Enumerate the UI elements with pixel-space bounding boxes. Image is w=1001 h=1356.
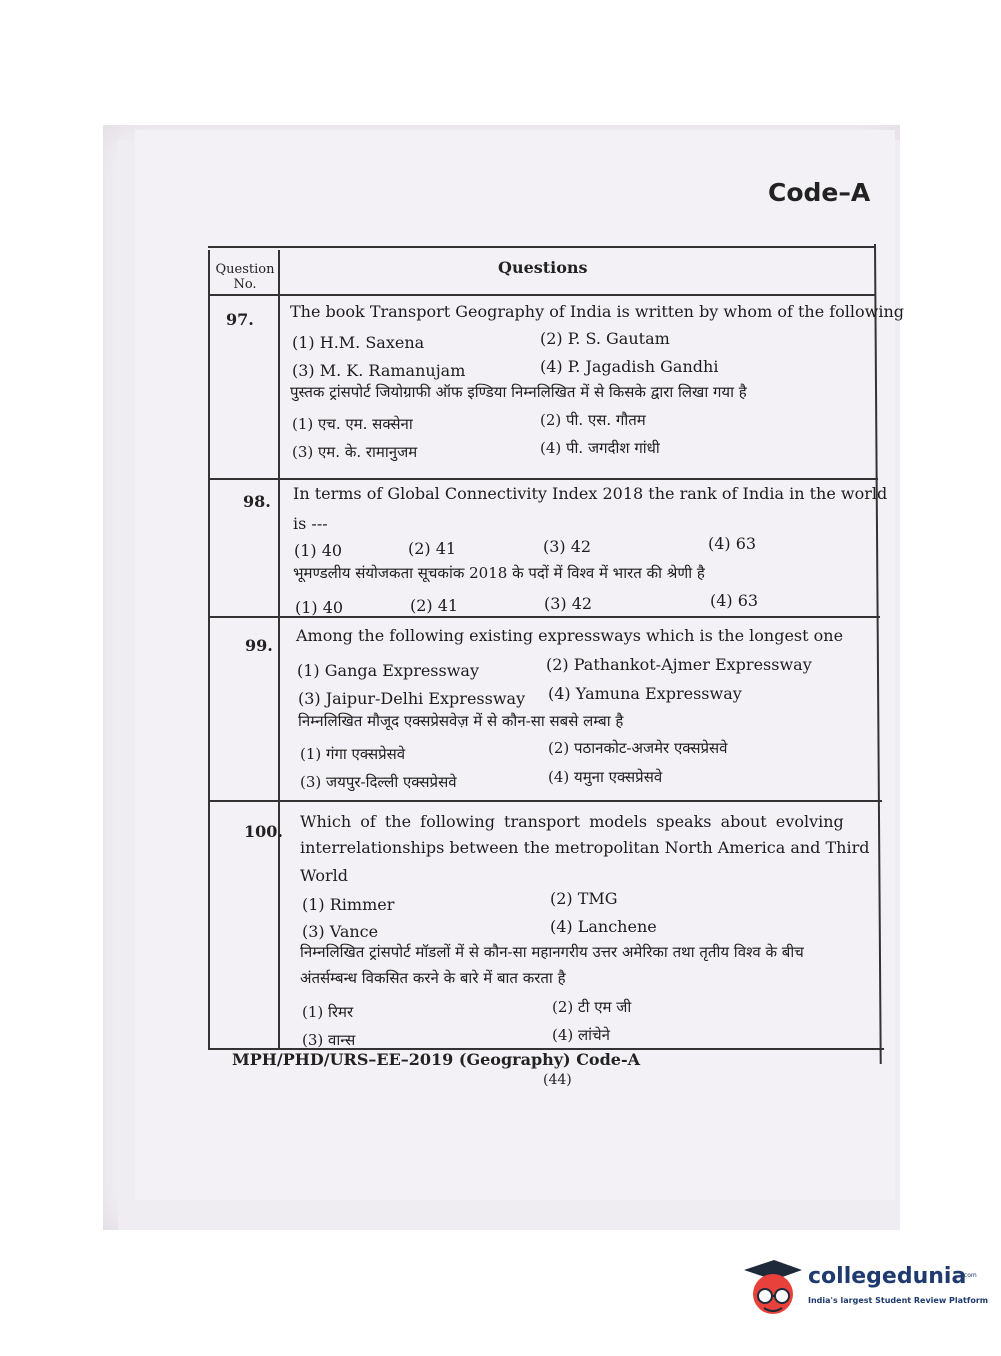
- option: (2) पठानकोट-अजमेर एक्सप्रेसवे: [548, 739, 728, 757]
- logo-tagline: India's largest Student Review Platform: [808, 1296, 989, 1305]
- row-divider-97: [208, 478, 878, 480]
- option: (2) Pathankot-Ajmer Expressway: [546, 655, 812, 674]
- exam-footer: MPH/PHD/URS–EE–2019 (Geography) Code-A: [232, 1050, 641, 1069]
- logo-wordmark: collegedunia: [808, 1264, 967, 1289]
- question-text-hi: निम्नलिखित ट्रांसपोर्ट मॉडलों में से कौन-सा महानगरीय उत्तर अमेरिका तथा तृतीय विश्व के बीच: [300, 943, 804, 961]
- question-number: 100.: [244, 822, 283, 841]
- option: (3) वान्स: [302, 1031, 356, 1049]
- question-text-en-cont: is ---: [293, 514, 328, 533]
- option: (2) P. S. Gautam: [540, 329, 670, 348]
- question-text-en-cont: interrelationships between the metropolitan North America and Third: [300, 838, 870, 857]
- option: (1) गंगा एक्सप्रेसवे: [300, 745, 406, 763]
- question-text-hi: भूमण्डलीय संयोजकता सूचकांक 2018 के पदों में विश्व में भारत की श्रेणी है: [293, 564, 705, 582]
- question-text-hi: निम्नलिखित मौजूद एक्सप्रेसवेज़ में से कौन-सा सबसे लम्बा है: [298, 712, 624, 730]
- option: (4) 63: [710, 591, 759, 610]
- option: (1) 40: [294, 541, 343, 560]
- option: (4) यमुना एक्सप्रेसवे: [548, 768, 663, 786]
- option: (4) Yamuna Expressway: [548, 684, 742, 703]
- question-text-hi: पुस्तक ट्रांसपोर्ट जियोग्राफी ऑफ इण्डिया निम्नलिखित में से किसके द्वारा लिखा गया है: [290, 383, 747, 401]
- code-label: Code–A: [768, 178, 871, 207]
- option: (3) 42: [544, 594, 593, 613]
- table-left-border: [208, 250, 210, 1050]
- option: (1) 40: [295, 598, 344, 617]
- question-text-en-cont: World: [300, 866, 348, 885]
- option: (4) Lanchene: [550, 917, 657, 936]
- option: (1) एच. एम. सक्सेना: [292, 415, 413, 433]
- table-top-border: [208, 246, 876, 248]
- question-text-en: Which of the following transport models speaks about evolving: [300, 812, 844, 831]
- question-number: 97.: [226, 310, 254, 329]
- question-number: 98.: [243, 492, 271, 511]
- row-divider-99: [208, 800, 882, 802]
- option: (2) 41: [410, 596, 459, 615]
- question-text-hi-cont: अंतर्सम्बन्ध विकसित करने के बारे में बात करता है: [300, 969, 566, 987]
- option: (3) जयपुर-दिल्ली एक्सप्रेसवे: [300, 773, 457, 791]
- option: (1) H.M. Saxena: [292, 333, 425, 352]
- option: (4) लांचेने: [552, 1026, 610, 1044]
- page-number: (44): [543, 1072, 572, 1088]
- option: (4) पी. जगदीश गांधी: [540, 439, 660, 457]
- logo-com: .com: [962, 1272, 977, 1279]
- option: (3) Jaipur-Delhi Expressway: [298, 689, 526, 708]
- option: (2) TMG: [550, 889, 618, 908]
- table-column-divider: [278, 250, 280, 1050]
- table-header-divider: [208, 294, 876, 296]
- option: (3) एम. के. रामानुजम: [292, 443, 418, 461]
- option: (3) M. K. Ramanujam: [292, 361, 466, 380]
- option: (4) P. Jagadish Gandhi: [540, 357, 719, 376]
- question-text-en: In terms of Global Connectivity Index 2018 the rank of India in the world: [293, 484, 888, 503]
- option: (2) टी एम जी: [552, 998, 632, 1016]
- option: (1) रिमर: [302, 1003, 354, 1021]
- column-header-question-no: Question No.: [215, 262, 275, 292]
- option: (1) Rimmer: [302, 895, 395, 914]
- question-text-en: Among the following existing expressways which is the longest one: [296, 626, 844, 645]
- option: (1) Ganga Expressway: [297, 661, 479, 680]
- question-text-en: The book Transport Geography of India is written by whom of the following: [290, 302, 905, 321]
- question-number: 99.: [245, 636, 273, 655]
- option: (4) 63: [708, 534, 757, 553]
- column-header-questions: Questions: [498, 258, 588, 277]
- option: (3) 42: [543, 537, 592, 556]
- option: (2) 41: [408, 539, 457, 558]
- option: (3) Vance: [302, 922, 379, 941]
- option: (2) पी. एस. गौतम: [540, 411, 646, 429]
